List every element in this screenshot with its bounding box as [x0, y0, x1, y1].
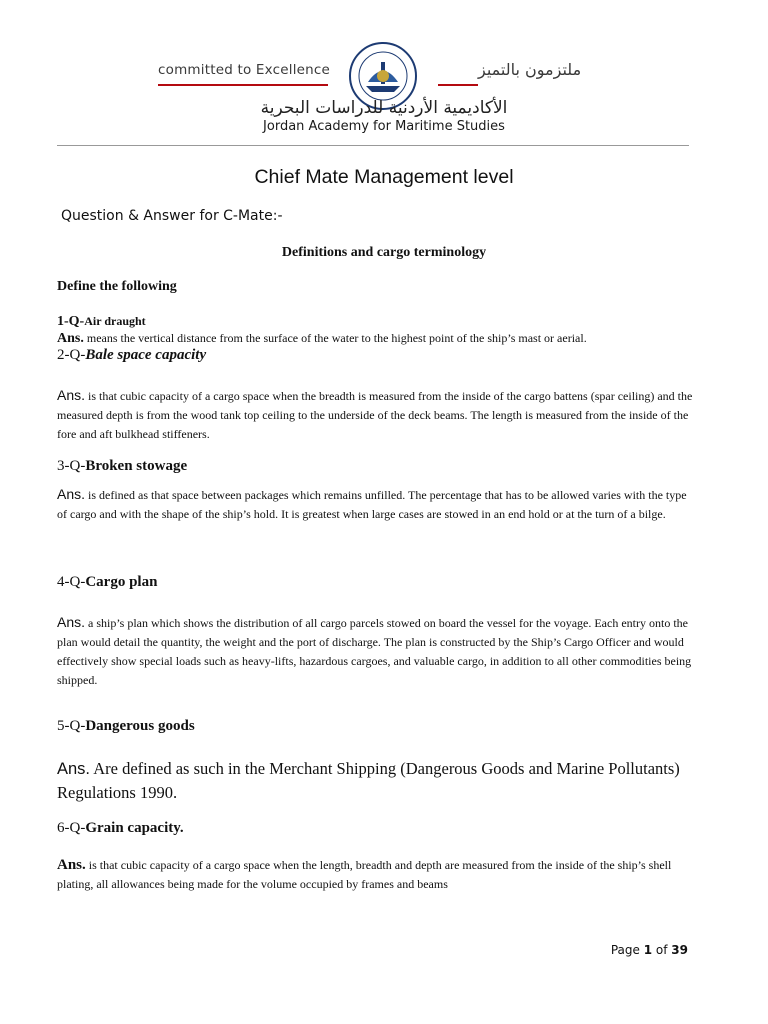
- question-number: 2-Q-: [57, 347, 86, 363]
- answer-label: Ans.: [57, 387, 86, 403]
- answer-1: [57, 329, 697, 348]
- question-term: Cargo plan: [85, 574, 158, 590]
- question-term: Air draught: [84, 314, 146, 328]
- question-term: Bale space capacity: [85, 347, 207, 363]
- total-pages: 39: [671, 943, 688, 957]
- document-title: Chief Mate Management level: [254, 166, 514, 188]
- page-number: [611, 943, 688, 957]
- question-term: Grain capacity.: [85, 820, 184, 836]
- question-number: 1-Q-: [57, 314, 85, 329]
- intro-line: Question & Answer for C-Mate:-: [61, 208, 283, 224]
- answer-label: Ans.: [57, 614, 86, 630]
- academy-name-english: Jordan Academy for Maritime Studies: [263, 119, 505, 134]
- answer-6: [57, 856, 697, 894]
- question-6: [57, 820, 184, 837]
- answer-text: is defined as that space between packages which remains unfilled. The percentage that has to be allowed varies with the type of cargo and with the shape of the ship’s hold. It is greatest when large cases are stowed in an end hold or at the turn of a bilge.: [57, 488, 687, 521]
- header-divider: [57, 145, 689, 146]
- of-label: of: [655, 943, 668, 957]
- tagline-arabic: ملتزمون بالتميز: [478, 60, 582, 79]
- question-number: 6-Q-: [57, 820, 86, 836]
- current-page: 1: [643, 943, 653, 957]
- question-4: [57, 574, 157, 591]
- academy-name-arabic: الأكاديمية الأردنية للدراسات البحرية: [260, 98, 508, 118]
- question-term: Dangerous goods: [85, 718, 195, 734]
- answer-text: Are defined as such in the Merchant Shipping (Dangerous Goods and Marine Pollutants) Regulations 1990.: [57, 759, 680, 802]
- red-rule-left: [158, 84, 328, 86]
- page-label: Page: [610, 943, 640, 957]
- answer-label: Ans.: [57, 486, 86, 502]
- question-term: Broken stowage: [85, 458, 188, 474]
- answer-2: [57, 386, 697, 444]
- answer-label: Ans.: [57, 331, 84, 346]
- answer-text: means the vertical distance from the surface of the water to the highest point of the ship’s mast or aerial.: [86, 331, 587, 345]
- section-title: Definitions and cargo terminology: [281, 245, 487, 260]
- letterhead: [0, 40, 768, 146]
- answer-label: Ans.: [57, 760, 91, 778]
- question-number: 3-Q-: [57, 458, 86, 474]
- answer-text: is that cubic capacity of a cargo space when the length, breadth and depth are measured from the inside of the ship’s shell plating, all allowances being made for the volume occupied by frames and beams: [57, 858, 672, 891]
- question-number: 4-Q-: [57, 574, 86, 590]
- answer-5: [57, 757, 697, 805]
- define-label: Define the following: [57, 279, 177, 294]
- answer-4: [57, 613, 697, 690]
- answer-text: is that cubic capacity of a cargo space when the breadth is measured from the inside of the cargo battens (spar ceiling) and the measured depth is from the wood tank top ceiling to the underside of the deck beams. The length is measured from the inside of the fore and aft bulkhead stiffeners.: [57, 389, 693, 441]
- question-1: [57, 312, 146, 330]
- question-2: [57, 347, 206, 364]
- answer-label: Ans.: [57, 857, 86, 873]
- answer-text: a ship’s plan which shows the distribution of all cargo parcels stowed on board the vessel for the voyage. Each entry onto the plan would detail the quantity, the weight and the port of discharge. The plan is constructed by the Ship’s Cargo Officer and would effectively show special loads such as heavy-lifts, hazardous cargoes, and valuable cargo, in addition to all other commodities being shipped.: [57, 616, 692, 687]
- question-3: [57, 458, 187, 475]
- question-5: [57, 718, 195, 735]
- tagline-english: committed to Excellence: [158, 62, 331, 78]
- red-rule-right: [438, 84, 478, 86]
- question-number: 5-Q-: [57, 718, 86, 734]
- answer-3: [57, 485, 697, 524]
